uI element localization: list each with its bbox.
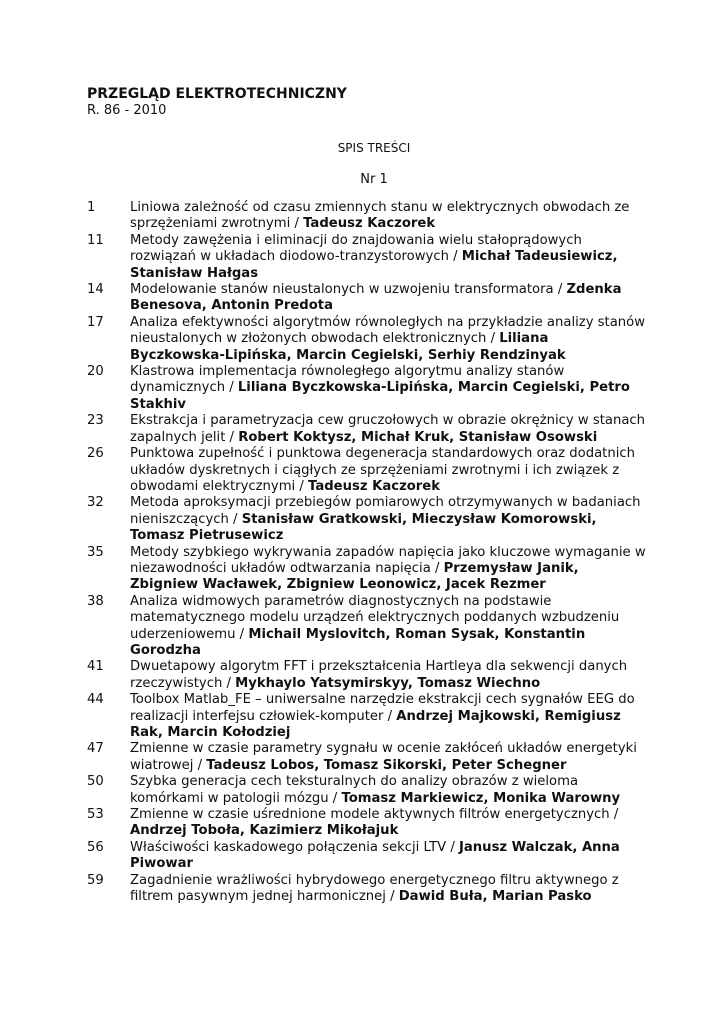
toc-page-number: 56 [87,839,104,855]
article-authors: Liliana Byczkowska-Lipińska, Marcin Cegielski, Petro Stakhiv [130,380,630,412]
toc-page-number: 1 [87,200,96,215]
toc-page-number: 20 [87,364,104,380]
article-authors: Robert Koktysz, Michał Kruk, Stanisław Osowski [238,429,598,445]
toc-entry-text [130,741,647,774]
journal-title: PRZEGLĄD ELEKTROTECHNICZNY [87,86,347,102]
article-title: Metody zawężenia i eliminacji do znajdowania wielu stałoprądowych rozwiązań w układach diodowo-tranzystorowych / [130,232,582,265]
toc-entry-text [130,233,647,282]
toc-entry-text [130,495,647,544]
toc-entry-text [130,545,647,594]
article-authors: Michail Myslovitch, Roman Sysak, Konstantin Gorodzha [130,626,586,658]
toc-entry [87,364,647,413]
article-authors: Andrzej Toboła, Kazimierz Mikołajuk [130,823,399,839]
toc-entry [87,545,647,594]
toc-heading: SPIS TREŚCI [337,141,411,155]
article-title: Toolbox Matlab_FE – uniwersalne narzędzie ekstrakcji cech sygnałów EEG do realizacji interfejsu człowiek-komputer / [130,692,635,724]
toc-page-number: 41 [87,659,104,675]
toc-entry [87,200,647,233]
toc-entry [87,692,647,741]
article-title: Dwuetapowy algorytm FFT i przekształcenia Hartleya dla sekwencji danych rzeczywistych / [130,659,628,691]
toc-page-number: 32 [87,495,104,511]
toc-page-number: 26 [87,446,104,462]
article-authors: Liliana Byczkowska-Lipińska, Marcin Cegielski, Serhiy Rendzinyak [130,331,566,363]
toc-entry [87,807,647,840]
toc-entry-text [130,659,647,692]
article-title: Liniowa zależność od czasu zmiennych stanu w elektrycznych obwodach ze sprzężeniami zwrotnymi / [130,200,630,232]
toc-entry [87,315,647,364]
article-authors: Tadeusz Kaczorek [303,216,436,232]
journal-volume: R. 86 - 2010 [87,103,167,118]
toc-entry-text [130,774,647,807]
toc-page-number: 50 [87,774,104,790]
article-authors: Michał Tadeusiewicz, Stanisław Hałgas [130,249,618,281]
toc-entry-text [130,413,647,446]
toc-page-number: 14 [87,282,104,298]
article-title: Szybka generacja cech teksturalnych do analizy obrazów z wieloma komórkami w patologii mózgu / [130,774,579,806]
toc-page-number: 17 [87,314,104,330]
article-authors: Andrzej Majkowski, Remigiusz Rak, Marcin Kołodziej [130,708,621,740]
toc-entry-text [130,364,647,413]
toc-entry-text [130,873,647,906]
article-title: Klastrowa implementacja równoległego algorytmu analizy stanów dynamicznych / [130,364,565,396]
article-title: Modelowanie stanów nieustalonych w uzwojeniu transformatora / [130,282,567,298]
toc-entry [87,659,647,692]
toc-entry [87,741,647,774]
toc-page-number: 53 [87,807,104,823]
article-title: Metody szybkiego wykrywania zapadów napięcia jako kluczowe wymaganie w niezawodności układów odtwarzania napięcia / [130,544,646,576]
toc-entry [87,774,647,807]
toc-page-number: 44 [87,692,104,708]
toc-entry-text [130,282,647,315]
article-authors: Janusz Walczak, Anna Piwowar [130,839,620,872]
toc-page-number: 11 [87,232,104,248]
toc-entry-text [130,692,647,741]
article-authors: Tadeusz Kaczorek [308,478,441,494]
issue-number: Nr 1 [360,172,388,187]
article-title: Zmienne w czasie uśrednione modele aktywnych filtrów energetycznych / [130,807,619,823]
article-title: Właściwości kaskadowego połączenia sekcji LTV / [130,839,459,855]
toc-page-number: 35 [87,544,104,560]
toc-entry [87,873,647,906]
toc-entry-text [130,594,647,660]
toc-entry-text [130,315,647,364]
toc-entry [87,495,647,544]
article-title: Metoda aproksymacji przebiegów pomiarowych otrzymywanych w badaniach nieniszczących / [130,495,641,527]
article-authors: Tadeusz Lobos, Tomasz Sikorski, Peter Schegner [206,757,567,773]
article-authors: Tomasz Markiewicz, Monika Warowny [341,790,621,806]
article-authors: Mykhaylo Yatsymirskyy, Tomasz Wiechno [235,675,541,691]
toc-entry [87,413,647,446]
article-authors: Zdenka Benesova, Antonin Predota [130,282,622,314]
toc-list [87,200,647,905]
article-title: Zagadnienie wrażliwości hybrydowego energetycznego filtru aktywnego z filtrem pasywnym jednej harmonicznej / [130,872,619,905]
toc-entry [87,446,647,495]
article-title: Analiza widmowych parametrów diagnostycznych na podstawie matematycznego modelu urządzeń elektrycznych poddanych wzbudzeniu uderzeniowemu / [130,593,620,642]
toc-entry-text [130,446,647,495]
article-title: Punktowa zupełność i punktowa degeneracja standardowych oraz dodatnich układów dyskretnych i ciągłych ze sprzężeniami zwrotnymi i ich związek z obwodami elektrycznymi / [130,446,635,494]
toc-entry-text [130,840,647,873]
article-authors: Dawid Buła, Marian Pasko [398,889,592,905]
toc-entry [87,233,647,282]
article-authors: Stanisław Gratkowski, Mieczysław Komorowski, Tomasz Pietrusewicz [130,511,597,544]
toc-page-number: 23 [87,413,104,429]
document-page [87,86,647,905]
toc-entry-text [130,807,647,840]
toc-page-number: 38 [87,593,104,609]
toc-entry [87,594,647,660]
toc-page-number: 59 [87,872,104,888]
article-title: Zmienne w czasie parametry sygnału w ocenie zakłóceń układów energetyki wiatrowej / [130,741,637,773]
toc-page-number: 47 [87,741,104,757]
article-title: Analiza efektywności algorytmów równoległych na przykładzie analizy stanów nieustalonych w złożonych obwodach elektronicznych / [130,314,646,347]
toc-entry [87,282,647,315]
article-authors: Przemysław Janik, Zbigniew Wacławek, Zbigniew Leonowicz, Jacek Rezmer [130,560,579,593]
toc-entry [87,840,647,873]
toc-entry-text [130,200,647,233]
article-title: Ekstrakcja i parametryzacja cew gruczołowych w obrazie okrężnicy w stanach zapalnych jelit / [130,413,646,445]
